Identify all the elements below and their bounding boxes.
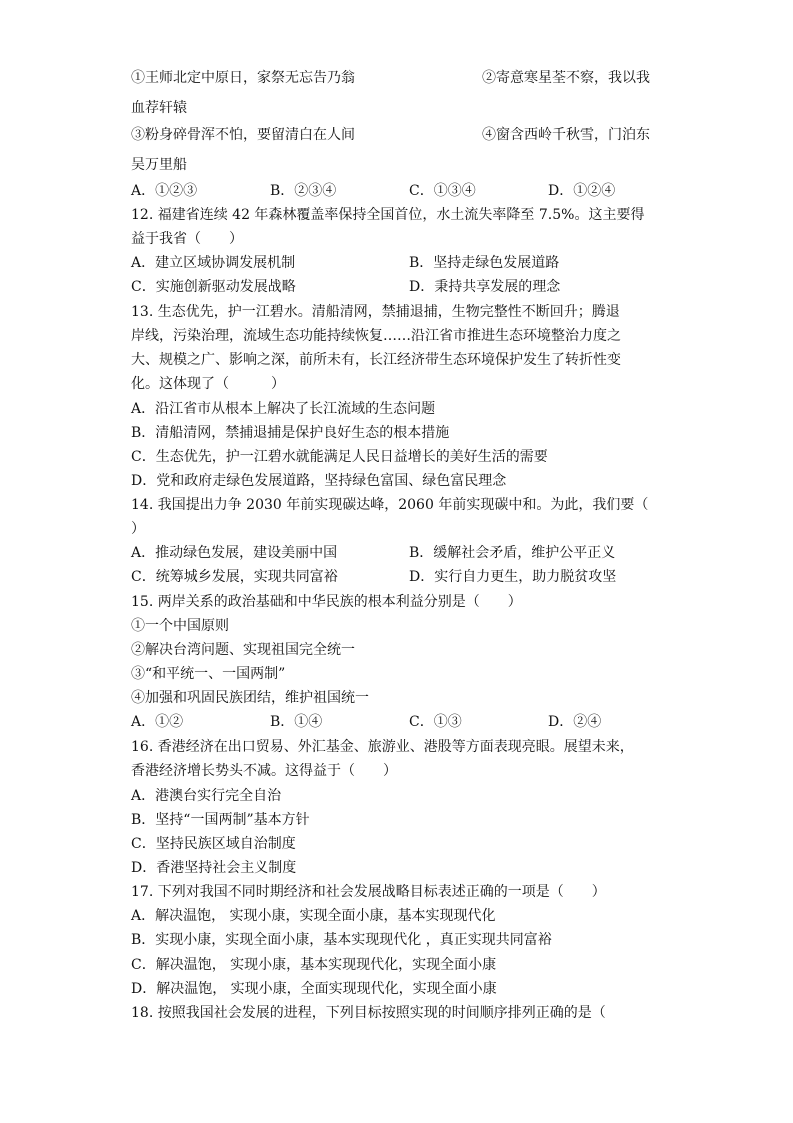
q11-item-1: ①王师北定中原日，家祭无忘告乃翁 <box>131 70 355 86</box>
q15-option-b: B．①④ <box>270 714 323 730</box>
q11-item-4-cont: 吴万里船 <box>131 157 187 173</box>
q17-option-c: C．解决温饱， 实现小康，基本实现现代化，实现全面小康 <box>131 957 497 973</box>
q11-item-4: ④窗含西岭千秋雪，门泊东 <box>482 127 650 143</box>
q15-stem: 15. 两岸关系的政治基础和中华民族的根本利益分别是（ ） <box>131 594 522 610</box>
q15-item-4: ④加强和巩固民族团结，维护祖国统一 <box>131 690 369 706</box>
q17-option-b: B．实现小康，实现全面小康，基本实现现代化 ，真正实现共同富裕 <box>131 932 552 948</box>
q15-option-d: D．②④ <box>548 714 602 730</box>
q11-option-d: D．①②④ <box>548 183 616 199</box>
q16-option-a: A．港澳台实行完全自治 <box>131 788 282 804</box>
q14-option-a: A．推动绿色发展，建设美丽中国 <box>131 545 338 561</box>
q13-stem-3: 大、规模之广、影响之深，前所未有，长江经济带生态环境保护发生了转折性变 <box>131 352 621 368</box>
q16-stem-1: 16. 香港经济在出口贸易、外汇基金、旅游业、港股等方面表现亮眼。展望未来， <box>131 739 634 755</box>
q13-stem-4: 化。这体现了（ ） <box>131 376 285 392</box>
q13-option-d: D．党和政府走绿色发展道路，坚持绿色富国、绿色富民理念 <box>131 473 507 489</box>
q13-option-c: C．生态优先，护一江碧水就能满足人民日益增长的美好生活的需要 <box>131 449 548 465</box>
q15-option-a: A．①② <box>131 714 184 730</box>
q11-option-c: C．①③④ <box>409 183 476 199</box>
q15-item-1: ①一个中国原则 <box>131 618 229 634</box>
q16-option-b: B．坚持“一国两制”基本方针 <box>131 812 310 828</box>
q14-option-d: D．实行自力更生，助力脱贫攻坚 <box>409 569 617 585</box>
q15-option-c: C．①③ <box>409 714 462 730</box>
q14-stem-2: ） <box>131 521 145 537</box>
q13-option-b: B．清船清网，禁捕退捕是保护良好生态的根本措施 <box>131 425 450 441</box>
q11-item-2-cont: 血荐轩辕 <box>131 100 187 116</box>
q17-option-a: A．解决温饱， 实现小康，实现全面小康，基本实现现代化 <box>131 908 496 924</box>
q13-stem-2: 岸线，污染治理，流域生态功能持续恢复……沿江省市推进生态环境整治力度之 <box>131 328 621 344</box>
q15-item-2: ②解决台湾问题、实现祖国完全统一 <box>131 642 355 658</box>
q11-item-3: ③粉身碎骨浑不怕，要留清白在人间 <box>131 127 355 143</box>
q14-option-c: C．统筹城乡发展，实现共同富裕 <box>131 569 338 585</box>
q18-stem: 18. 按照我国社会发展的进程，下列目标按照实现的时间顺序排列正确的是（ <box>131 1005 606 1021</box>
q12-stem-1: 12. 福建省连续 42 年森林覆盖率保持全国首位，水土流失率降至 7.5%。这主要得 <box>131 207 645 223</box>
q16-option-c: C．坚持民族区域自治制度 <box>131 836 296 852</box>
q15-item-3: ③“和平统一、一国两制” <box>131 666 286 682</box>
q12-stem-2: 益于我省（ ） <box>131 231 243 247</box>
q16-stem-2: 香港经济增长势头不减。这得益于（ ） <box>131 763 397 779</box>
q11-option-b: B．②③④ <box>270 183 337 199</box>
q13-option-a: A．沿江省市从根本上解决了长江流域的生态问题 <box>131 401 436 417</box>
q11-item-2: ②寄意寒星荃不察，我以我 <box>482 70 650 86</box>
q11-option-a: A．①②③ <box>131 183 198 199</box>
q12-option-d: D．秉持共享发展的理念 <box>409 279 561 295</box>
q14-stem-1: 14. 我国提出力争 2030 年前实现碳达峰，2060 年前实现碳中和。为此，我们要（ <box>131 497 649 513</box>
q12-option-a: A．建立区域协调发展机制 <box>131 255 296 271</box>
q13-stem-1: 13. 生态优先，护一江碧水。清船清网，禁捕退捕，生物完整性不断回升；腾退 <box>131 304 620 320</box>
q17-option-d: D．解决温饱， 实现小康，全面实现现代化，实现全面小康 <box>131 981 497 997</box>
q14-option-b: B．缓解社会矛盾，维护公平正义 <box>409 545 616 561</box>
q17-stem: 17. 下列对我国不同时期经济和社会发展战略目标表述正确的一项是（ ） <box>131 884 606 900</box>
q12-option-b: B．坚持走绿色发展道路 <box>409 255 560 271</box>
q12-option-c: C．实施创新驱动发展战略 <box>131 279 296 295</box>
q16-option-d: D．香港坚持社会主义制度 <box>131 860 297 876</box>
